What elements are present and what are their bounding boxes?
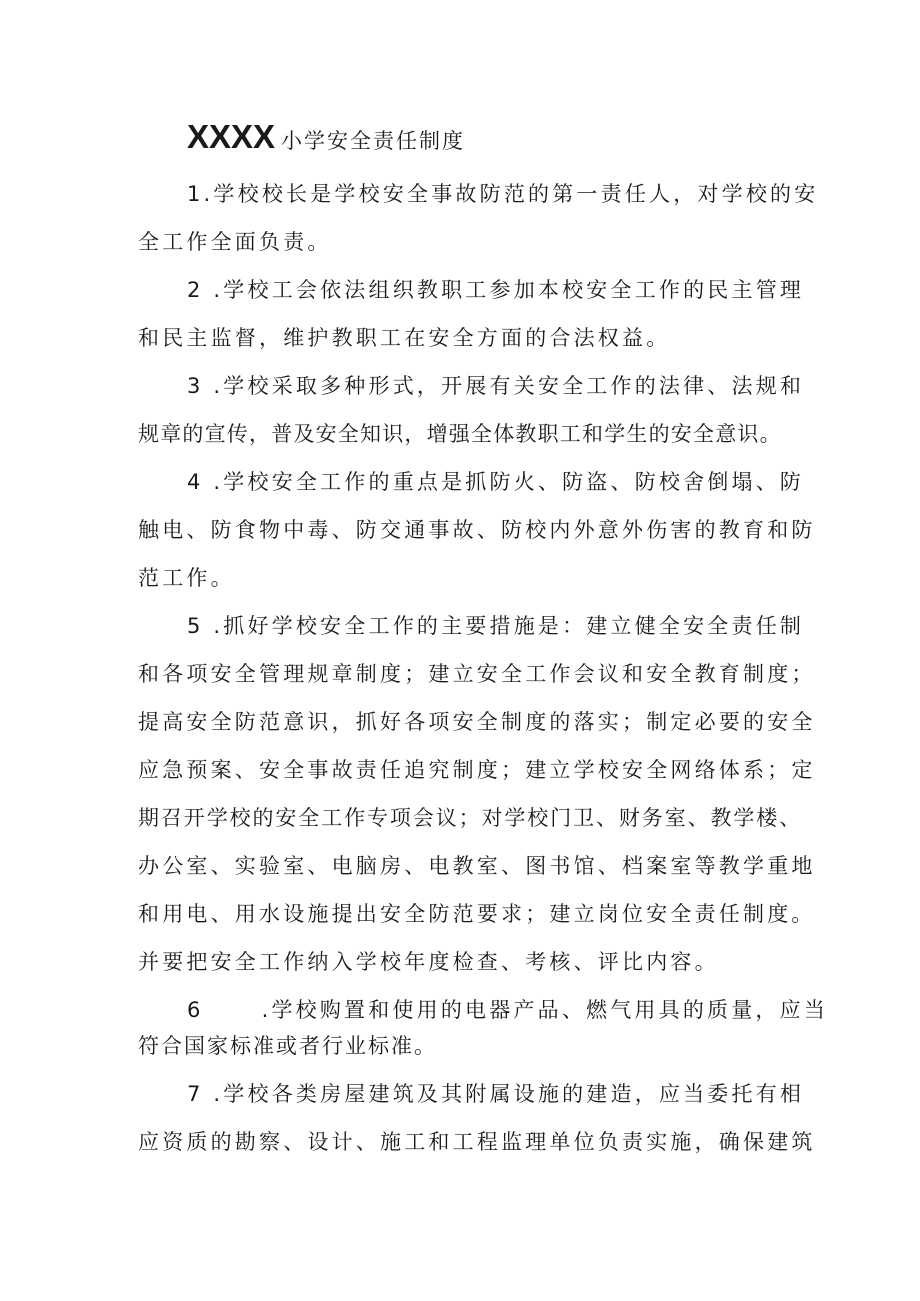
title-text: 小学安全责任制度 <box>281 129 466 153</box>
para-6-line-1 <box>187 996 847 1024</box>
para-4-line-2: 触电、防食物中毒、防交通事故、防校内外意外伤害的教育和防 <box>138 518 816 542</box>
para-3-line-2: 规章的宣传，普及安全知识，增强全体教职工和学生的安全意识。 <box>138 422 782 446</box>
para-5-line-6: 办公室、实验室、电脑房、电教室、图书馆、档案室等教学重地 <box>138 854 816 878</box>
para-7-line-1: 7 .学校各类房屋建筑及其附属设施的建造，应当委托有相 <box>187 1082 805 1106</box>
para-5-line-3: 提高安全防范意识，抓好各项安全制度的落实；制定必要的安全 <box>138 710 816 734</box>
para-5-line-7: 和用电、用水设施提出安全防范要求；建立岗位安全责任制度。 <box>138 902 816 926</box>
title-prefix: XXXX <box>187 118 276 155</box>
para-5-line-8: 并要把安全工作纳入学校年度检查、考核、评比内容。 <box>138 950 719 974</box>
para-5-line-4: 应急预案、安全事故责任追究制度；建立学校安全网络体系；定 <box>138 758 816 782</box>
para-7-line-2: 应资质的勘察、设计、施工和工程监理单位负责实施，确保建筑 <box>138 1130 816 1154</box>
para-5-line-5: 期召开学校的安全工作专项会议；对学校门卫、财务室、教学楼、 <box>138 806 803 830</box>
document-title <box>187 118 465 156</box>
para-1-line-1: 1.学校校长是学校安全事故防范的第一责任人，对学校的安 <box>187 182 819 206</box>
para-5-line-1: 5 .抓好学校安全工作的主要措施是：建立健全安全责任制 <box>187 614 805 638</box>
para-6-number: 6 <box>187 998 204 1022</box>
para-4-line-1: 4 .学校安全工作的重点是抓防火、防盗、防校舍倒塌、防 <box>187 470 805 494</box>
para-6-text: .学校购置和使用的电器产品、燃气用具的质量，应当 <box>261 998 829 1022</box>
para-2-line-2: 和民主监督，维护教职工在安全方面的合法权益。 <box>138 326 671 350</box>
para-5-line-2: 和各项安全管理规章制度；建立安全工作会议和安全教育制度； <box>138 662 816 686</box>
para-1-line-2: 全工作全面负责。 <box>138 230 332 254</box>
para-2-line-1: 2 .学校工会依法组织教职工参加本校安全工作的民主管理 <box>187 278 805 302</box>
para-4-line-3: 范工作。 <box>138 566 235 590</box>
para-3-line-1: 3 .学校采取多种形式，开展有关安全工作的法律、法规和 <box>187 374 805 398</box>
para-6-line-2: 符合国家标准或者行业标准。 <box>138 1034 437 1058</box>
